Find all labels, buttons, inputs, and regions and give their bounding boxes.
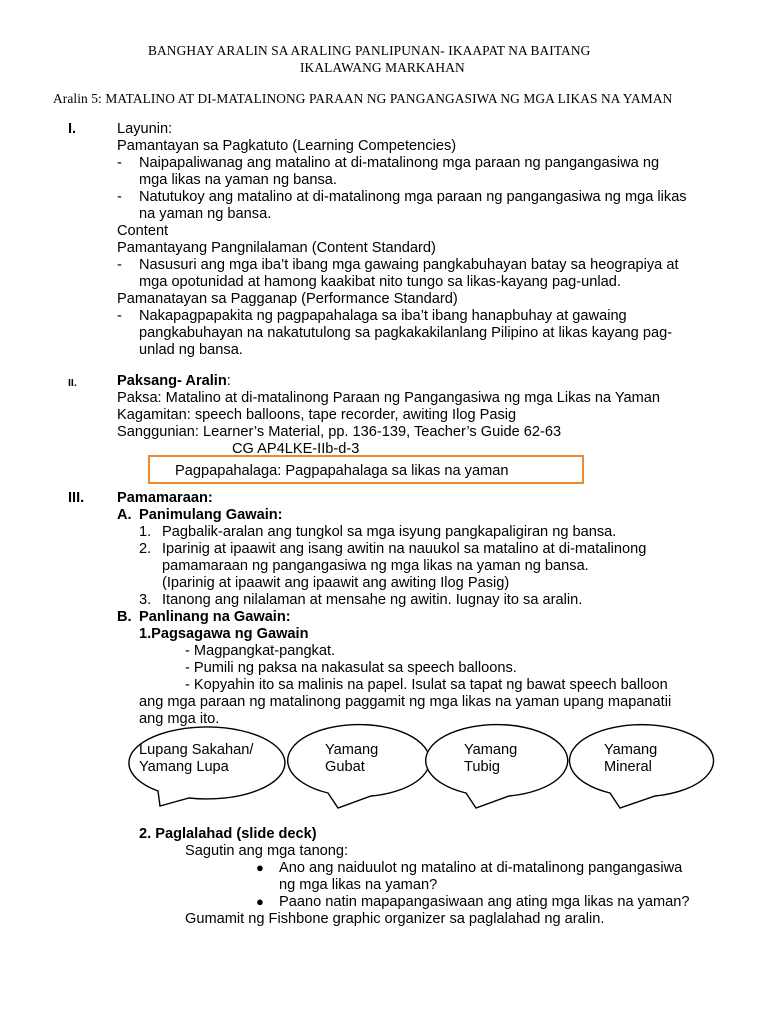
item-number: 2. — [139, 541, 152, 557]
balloon-label-3: Yamang — [464, 742, 518, 758]
closing-instruction: Gumamit ng Fishbone graphic organizer sa paglalahad ng aralin. — [185, 911, 605, 927]
curriculum-code: CG AP4LKE-IIb-d-3 — [232, 441, 360, 457]
subsection-label-a: A. — [117, 507, 132, 523]
section-numeral-2: II. — [68, 377, 77, 389]
balloon-label-3: Tubig — [464, 759, 500, 775]
step-instruction: ang mga paraan ng matalinong paggamit ng mga likas na yaman upang mapanatii — [139, 694, 672, 710]
balloon-label-2: Yamang — [325, 742, 379, 758]
subsection-title-a: Panimulang Gawain: — [139, 507, 283, 523]
balloon-label-4: Mineral — [604, 759, 652, 775]
section-numeral-1: I. — [68, 121, 77, 137]
item-number: 3. — [139, 592, 152, 608]
competency-text: mga likas na yaman ng bansa. — [139, 172, 337, 188]
bullet-icon: ● — [256, 860, 264, 875]
question-text: Ano ang naiduulot ng matalino at di-matalinong pangangasiwa — [279, 860, 683, 876]
document-title: BANGHAY ARALIN SA ARALING PANLIPUNAN- IKAAPAT NA BAITANG — [148, 43, 591, 58]
questions-intro: Sagutin ang mga tanong: — [185, 843, 349, 859]
activity-item: Pagbalik-aralan ang tungkol sa mga isyung pangkapaligiran ng bansa. — [162, 524, 617, 540]
topic-heading-colon: : — [226, 373, 231, 389]
competency-text: Natutukoy ang matalino at di-matalinong mga paraan ng pangangasiwa ng mga likas — [139, 189, 687, 205]
competency-text: na yaman ng bansa. — [139, 206, 272, 222]
topic-text: Paksa: Matalino at di-matalinong Paraan ng Pangangasiwa ng mga Likas na Yaman — [117, 390, 661, 406]
dash-bullet: - — [117, 257, 122, 273]
objective-heading: Layunin: — [117, 121, 173, 137]
values-text: Pagpapahalaga: Pagpapahalaga sa likas na yaman — [175, 463, 509, 479]
item-number: 1. — [139, 524, 152, 540]
step-instruction: - Pumili ng paksa na nakasulat sa speech balloons. — [185, 660, 517, 676]
materials-text: Kagamitan: speech balloons, tape recorder, awiting Ilog Pasig — [117, 407, 517, 423]
topic-heading-label: Paksang- Aralin — [117, 373, 227, 389]
lesson-title: Aralin 5: MATALINO AT DI-MATALINONG PARAAN NG PANGANGASIWA NG MGA LIKAS NA YAMAN — [53, 91, 673, 106]
performance-standard-heading: Pamanatayan sa Pagganap (Performance Standard) — [117, 291, 458, 307]
performance-standard-text: unlad ng bansa. — [139, 342, 243, 358]
content-standard-text: Nasusuri ang mga iba’t ibang mga gawaing pangkabuhayan batay sa heograpiya at — [139, 257, 679, 273]
step-title-2: 2. Paglalahad (slide deck) — [139, 826, 317, 842]
subsection-label-b: B. — [117, 609, 132, 625]
activity-item: Itanong ang nilalaman at mensahe ng awitin. Iugnay ito sa aralin. — [162, 592, 583, 608]
question-text: Paano natin mapapangasiwaan ang ating mga likas na yaman? — [279, 894, 690, 910]
performance-standard-text: pangkabuhayan na nakatutulong sa pagkakakilanlang Pilipino at likas kayang pag- — [139, 325, 673, 341]
content-heading: Content — [117, 223, 169, 239]
balloon-label-4: Yamang — [604, 742, 658, 758]
step-title-1: 1.Pagsagawa ng Gawain — [139, 626, 309, 642]
step-instruction: - Kopyahin ito sa malinis na papel. Isulat sa tapat ng bawat speech balloon — [185, 677, 668, 693]
balloon-label-2: Gubat — [325, 759, 365, 775]
step-instruction: - Magpangkat-pangkat. — [185, 643, 336, 659]
procedure-heading: Pamamaraan: — [117, 490, 213, 506]
question-text: ng mga likas na yaman? — [279, 877, 438, 893]
content-standard-heading: Pamantayang Pangnilalaman (Content Standard) — [117, 240, 436, 256]
activity-item: (Iparinig at ipaawit ang ipaawit ang awiting Ilog Pasig) — [162, 575, 510, 591]
balloon-label-1: Lupang Sakahan/ — [139, 742, 254, 758]
step-instruction: ang mga ito. — [139, 711, 220, 727]
references-text: Sanggunian: Learner’s Material, pp. 136-139, Teacher’s Guide 62-63 — [117, 424, 562, 440]
dash-bullet: - — [117, 155, 122, 171]
subsection-title-b: Panlinang na Gawain: — [139, 609, 291, 625]
content-standard-text: mga opotunidad at hamong kaakibat nito tungo sa likas-kayang pag-unlad. — [139, 274, 621, 290]
dash-bullet: - — [117, 308, 122, 324]
activity-item: pamamaraan ng pangangasiwa ng mga likas na yaman ng bansa. — [162, 558, 589, 574]
dash-bullet: - — [117, 189, 122, 205]
competency-text: Naipapaliwanag ang matalino at di-matalinong mga paraan ng pangangasiwa ng — [139, 155, 660, 171]
balloon-label-1: Yamang Lupa — [139, 759, 229, 775]
bullet-icon: ● — [256, 894, 264, 909]
learning-competencies-heading: Pamantayan sa Pagkatuto (Learning Competencies) — [117, 138, 457, 154]
document-subtitle: IKALAWANG MARKAHAN — [300, 60, 465, 75]
activity-item: Iparinig at ipaawit ang isang awitin na nauukol sa matalino at di-matalinong — [162, 541, 647, 557]
performance-standard-text: Nakapagpapakita ng pagpapahalaga sa iba’t ibang hanapbuhay at gawaing — [139, 308, 627, 324]
section-numeral-3: III. — [68, 490, 85, 506]
